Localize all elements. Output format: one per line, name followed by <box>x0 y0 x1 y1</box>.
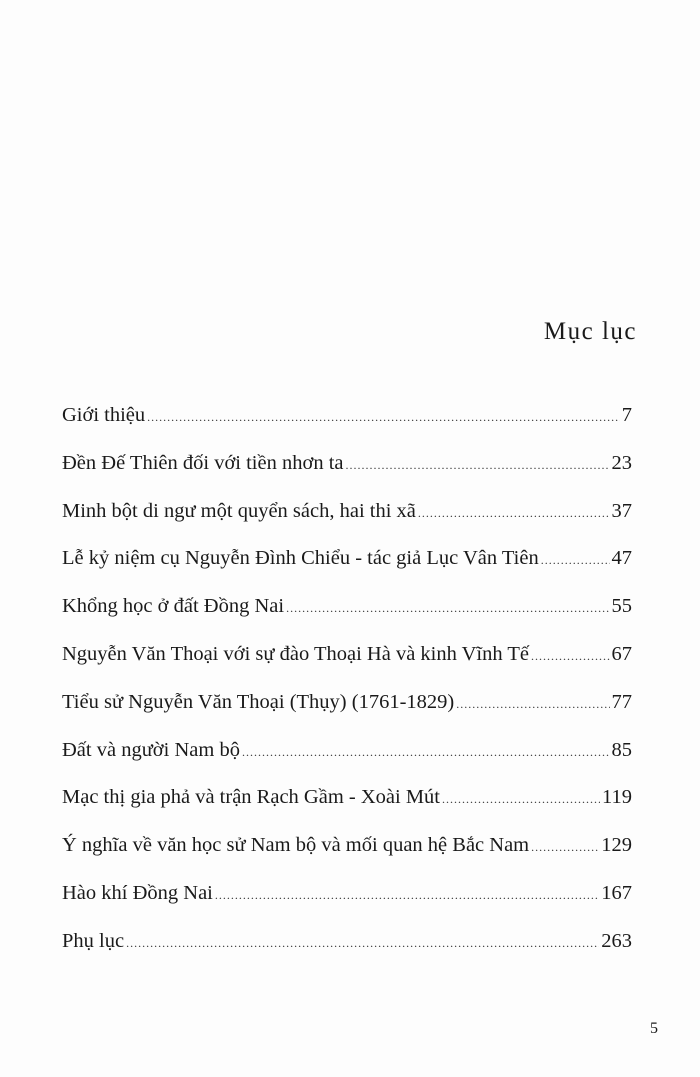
toc-entry-title: Đất và người Nam bộ <box>62 738 240 761</box>
toc-entry-page: 167 <box>601 881 632 904</box>
page-number: 5 <box>650 1020 658 1037</box>
toc-entry[interactable] <box>62 547 632 595</box>
dot-leader <box>456 697 609 712</box>
table-of-contents <box>62 404 632 978</box>
page-title: Mục lục <box>543 318 637 345</box>
toc-entry[interactable] <box>62 786 632 834</box>
toc-entry-title: Minh bột di ngư một quyển sách, hai thi xã <box>62 499 416 522</box>
toc-entry-page: 67 <box>611 642 632 665</box>
toc-entry[interactable] <box>62 643 632 691</box>
toc-entry-title: Khổng học ở đất Đồng Nai <box>62 595 285 618</box>
dot-leader <box>346 458 610 473</box>
dot-leader <box>531 840 599 855</box>
toc-entry[interactable] <box>62 882 632 930</box>
toc-entry-title: Đền Đế Thiên đối với tiền nhơn ta <box>62 451 344 474</box>
toc-entry[interactable] <box>62 452 632 500</box>
toc-entry-page: 119 <box>602 786 632 809</box>
toc-entry-page: 129 <box>601 834 632 857</box>
toc-entry-page: 85 <box>611 738 632 761</box>
toc-entry-title: Nguyễn Văn Thoại với sự đào Thoại Hà và kinh Vĩnh Tế <box>62 642 530 665</box>
dot-leader <box>541 553 610 568</box>
toc-entry-page: 7 <box>621 404 632 426</box>
toc-entry[interactable] <box>62 739 632 787</box>
toc-entry-title: Giới thiệu <box>62 404 146 426</box>
toc-entry-page: 55 <box>611 595 632 618</box>
dot-leader <box>147 410 620 425</box>
toc-entry[interactable] <box>62 500 632 548</box>
toc-entry-page: 23 <box>611 451 632 474</box>
dot-leader <box>442 792 600 807</box>
toc-entry-title: Mạc thị gia phả và trận Rạch Gầm - Xoài Mút <box>62 786 440 809</box>
toc-entry[interactable] <box>62 404 632 452</box>
toc-entry-page: 77 <box>611 690 632 713</box>
toc-entry-page: 37 <box>611 499 632 522</box>
toc-entry-title: Lễ kỷ niệm cụ Nguyễn Đình Chiểu - tác giả Lục Vân Tiên <box>62 547 539 570</box>
toc-entry-title: Ý nghĩa về văn học sử Nam bộ và mối quan hệ Bắc Nam <box>62 834 530 857</box>
dot-leader <box>286 601 609 616</box>
toc-entry[interactable] <box>62 930 632 978</box>
dot-leader <box>215 888 599 903</box>
toc-entry-title: Phụ lục <box>62 929 125 952</box>
toc-entry[interactable] <box>62 834 632 882</box>
dot-leader <box>126 936 599 951</box>
toc-entry-title: Tiểu sử Nguyễn Văn Thoại (Thụy) (1761-1829) <box>62 690 455 713</box>
dot-leader <box>418 506 610 521</box>
toc-entry-page: 263 <box>601 929 632 952</box>
dot-leader <box>242 745 610 760</box>
toc-entry-page: 47 <box>611 547 632 570</box>
toc-entry[interactable] <box>62 691 632 739</box>
dot-leader <box>531 649 609 664</box>
toc-entry-title: Hào khí Đồng Nai <box>62 881 213 904</box>
toc-entry[interactable] <box>62 595 632 643</box>
